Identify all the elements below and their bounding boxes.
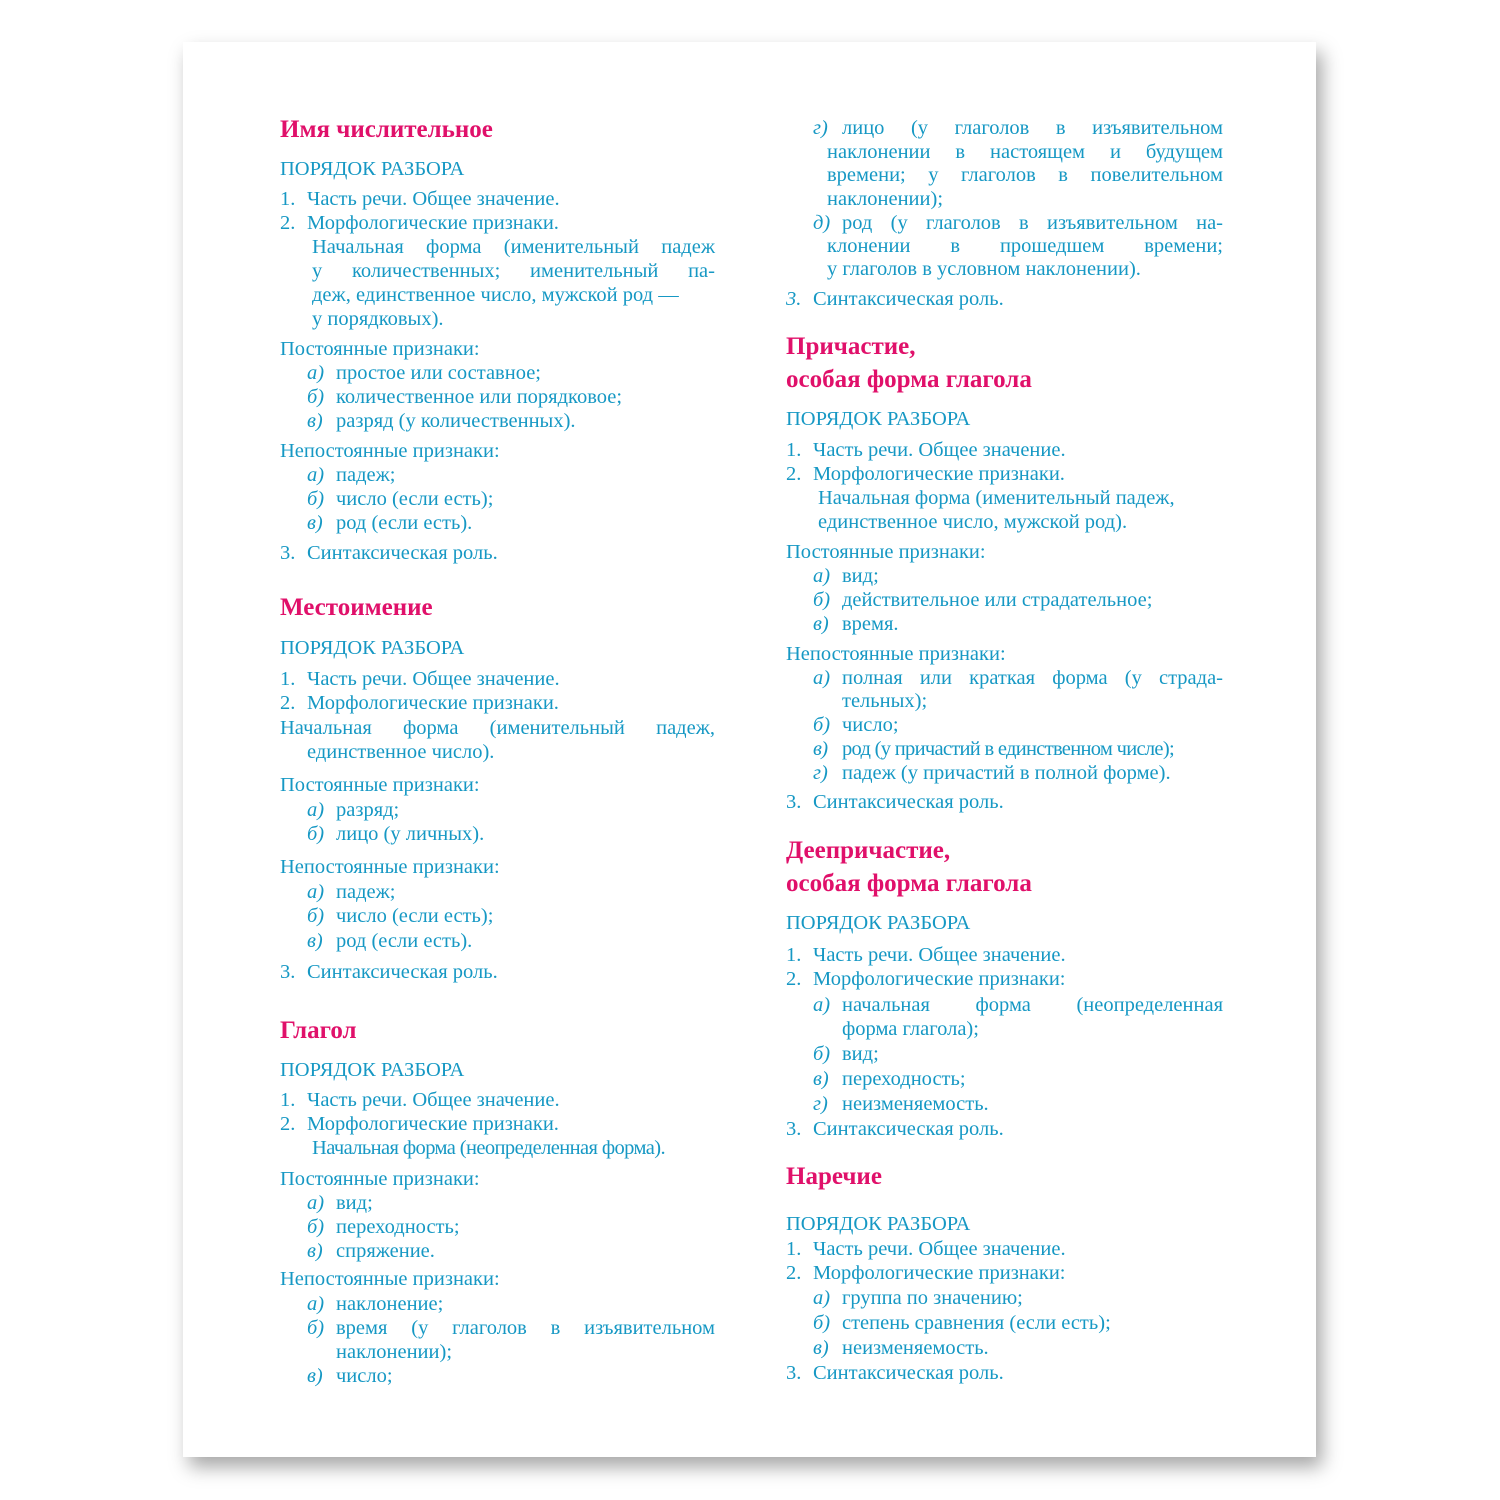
feature-item: в) переходность; — [813, 1068, 966, 1090]
feature-item-continuation: наклонении); — [336, 1341, 453, 1363]
step-2: 2. Морфологические признаки: — [786, 968, 1066, 990]
step-2: 2. Морфологические признаки. — [280, 212, 559, 234]
step-2: 2. Морфологические признаки. — [280, 1113, 559, 1135]
feature-item: б) вид; — [813, 1043, 879, 1065]
feature-item-continuation: наклонении); — [827, 188, 944, 210]
step-3: 3. Синтаксическая роль. — [786, 1362, 1004, 1384]
feature-item: б) число; — [813, 714, 899, 736]
feature-item: в) род (если есть). — [307, 512, 473, 534]
feature-item-continuation: времени; у глаголов в повелительном — [827, 164, 1223, 186]
step-1: 1. Часть речи. Общее значение. — [280, 188, 560, 210]
feature-item-continuation: наклонении в настоящем и будущем — [827, 141, 1223, 163]
feature-item: в) разряд (у количественных). — [307, 410, 576, 432]
feature-item: г) неизменяемость. — [813, 1093, 989, 1115]
document-page — [183, 42, 1316, 1457]
variable-features-label: Непостоянные признаки: — [280, 856, 500, 878]
section-title-pronoun: Местоимение — [280, 594, 433, 621]
section-title-gerund: Деепричастие, — [786, 837, 951, 864]
feature-item: а) начальная форма (неопределенная — [813, 994, 1223, 1016]
variable-features-label: Непостоянные признаки: — [280, 1268, 500, 1290]
feature-item: в) неизменяемость. — [813, 1337, 989, 1359]
step-3: 3. Синтаксическая роль. — [280, 542, 498, 564]
feature-item: в) род (если есть). — [307, 930, 473, 952]
step-1: 1. Часть речи. Общее значение. — [280, 668, 560, 690]
step-2: 2. Морфологические признаки. — [786, 463, 1065, 485]
feature-item: а) вид; — [307, 1192, 373, 1214]
feature-item: а) вид; — [813, 565, 879, 587]
feature-item: б) число (если есть); — [307, 905, 494, 927]
feature-item: а) простое или составное; — [307, 362, 541, 384]
variable-features-label: Непостоянные признаки: — [280, 440, 500, 462]
initial-form-line: у порядковых). — [312, 308, 444, 330]
order-label: ПОРЯДОК РАЗБОРА — [786, 408, 971, 430]
order-label: ПОРЯДОК РАЗБОРА — [280, 1059, 465, 1081]
initial-form-line: единственное число, мужской род). — [818, 511, 1128, 533]
feature-item: г) лицо (у глаголов в изъявительном — [813, 117, 1223, 139]
feature-item: д) род (у глаголов в изъявительном на- — [813, 212, 1223, 234]
initial-form-line: Начальная форма (неопределенная форма). — [312, 1137, 666, 1159]
feature-item-continuation: клонении в прошедшем времени; — [827, 235, 1223, 257]
feature-item: б) переходность; — [307, 1216, 460, 1238]
step-3: 3. Синтаксическая роль. — [786, 1118, 1004, 1140]
feature-item: а) полная или краткая форма (у страда- — [813, 667, 1223, 689]
initial-form-line: Начальная форма (именительный падеж, — [280, 717, 715, 739]
feature-item: а) наклонение; — [307, 1293, 444, 1315]
order-label: ПОРЯДОК РАЗБОРА — [280, 637, 465, 659]
initial-form-line: единственное число). — [307, 741, 495, 763]
initial-form-line: деж, единственное число, мужской род — — [312, 284, 679, 306]
feature-item: в) спряжение. — [307, 1240, 435, 1262]
feature-item-continuation: тельных); — [842, 690, 928, 712]
section-title-participle: Причастие, — [786, 333, 916, 360]
feature-item: б) степень сравнения (если есть); — [813, 1312, 1111, 1334]
step-3: 3. Синтаксическая роль. — [786, 288, 1004, 310]
constant-features-label: Постоянные признаки: — [280, 1168, 480, 1190]
feature-item: б) число (если есть); — [307, 488, 494, 510]
variable-features-label: Непостоянные признаки: — [786, 643, 1006, 665]
feature-item-continuation: у глаголов в условном наклонении). — [827, 258, 1141, 280]
constant-features-label: Постоянные признаки: — [786, 541, 986, 563]
step-2: 2. Морфологические признаки: — [786, 1262, 1066, 1284]
step-1: 1. Часть речи. Общее значение. — [786, 944, 1066, 966]
feature-item: а) падеж; — [307, 881, 396, 903]
constant-features-label: Постоянные признаки: — [280, 338, 480, 360]
step-2: 2. Морфологические признаки. — [280, 692, 559, 714]
section-subtitle-participle: особая форма глагола — [786, 366, 1032, 393]
section-title-numeral: Имя числительное — [280, 116, 493, 143]
feature-item-continuation: форма глагола); — [842, 1018, 979, 1040]
section-title-verb: Глагол — [280, 1017, 357, 1044]
feature-item: а) падеж; — [307, 464, 396, 486]
step-1: 1. Часть речи. Общее значение. — [786, 439, 1066, 461]
section-title-adverb: Наречие — [786, 1163, 882, 1190]
feature-item: в) род (у причастий в единственном числе); — [813, 738, 1174, 760]
feature-item: б) действительное или страдательное; — [813, 589, 1153, 611]
initial-form-line: Начальная форма (именительный падеж — [312, 236, 715, 258]
feature-item: в) время. — [813, 613, 899, 635]
order-label: ПОРЯДОК РАЗБОРА — [786, 1213, 971, 1235]
initial-form-line: Начальная форма (именительный падеж, — [818, 487, 1175, 509]
feature-item: а) разряд; — [307, 799, 400, 821]
feature-item: б) количественное или порядковое; — [307, 386, 623, 408]
section-subtitle-gerund: особая форма глагола — [786, 870, 1032, 897]
constant-features-label: Постоянные признаки: — [280, 774, 480, 796]
feature-item: г) падеж (у причастий в полной форме). — [813, 762, 1171, 784]
feature-item: а) группа по значению; — [813, 1287, 1023, 1309]
feature-item: в) число; — [307, 1365, 393, 1387]
step-1: 1. Часть речи. Общее значение. — [280, 1089, 560, 1111]
step-3: 3. Синтаксическая роль. — [280, 961, 498, 983]
feature-item: б) время (у глаголов в изъявительном — [307, 1317, 715, 1339]
initial-form-line: у количественных; именительный па- — [312, 260, 715, 282]
step-3: 3. Синтаксическая роль. — [786, 791, 1004, 813]
order-label: ПОРЯДОК РАЗБОРА — [786, 912, 971, 934]
step-1: 1. Часть речи. Общее значение. — [786, 1238, 1066, 1260]
order-label: ПОРЯДОК РАЗБОРА — [280, 158, 465, 180]
feature-item: б) лицо (у личных). — [307, 823, 485, 845]
